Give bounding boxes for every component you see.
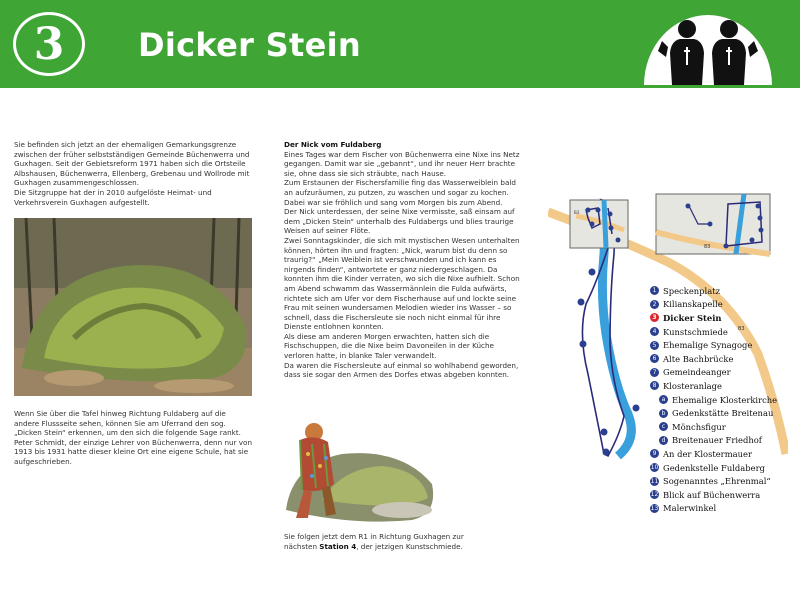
legend-item	[650, 434, 800, 448]
legend-label: Ehemalige Synagoge	[663, 340, 753, 351]
road-label: B3	[574, 210, 580, 215]
intro-paragraph-2: Die Sitzgruppe hat der in 2010 aufgelöste Heimat- und Verkehrsverein Guxhagen aufgestellt.	[14, 187, 212, 207]
legend-label: Dicker Stein	[663, 312, 722, 323]
legend-item	[650, 352, 800, 366]
station-number-icon: b	[659, 409, 668, 418]
caption-text-end: , der jetzigen Kunstschmiede.	[356, 541, 463, 551]
legend-label: Blick auf Büchenwerra	[663, 489, 761, 500]
legend-label: Alte Bachbrücke	[663, 353, 734, 364]
legend-label: Kunstschmiede	[663, 326, 728, 337]
next-station-caption	[284, 532, 484, 551]
page-title: Dicker Stein	[138, 26, 361, 64]
station-legend	[650, 284, 800, 515]
legend-label: Speckenplatz	[663, 285, 720, 296]
station-number-icon: 5	[650, 341, 659, 350]
legend-story-text	[284, 140, 524, 380]
caption-text: Sie folgen jetzt dem R1 in Richtung Guxhagen zur nächsten	[284, 532, 464, 551]
station-number-icon: 12	[650, 491, 659, 499]
story-paragraph: Der Nick unterdessen, der seine Nixe vermisste, saß einsam auf dem „Dicken Stein“ unterhalb des Fuldabergs und blies traurige Weisen auf seiner Flöte.	[284, 207, 515, 236]
station-number: 3	[33, 18, 65, 70]
legend-item	[650, 298, 800, 312]
nick-illustration-photo	[282, 414, 440, 526]
station-number-icon: 8	[650, 381, 659, 390]
sage-intro-text	[14, 409, 252, 467]
legend-item	[650, 447, 800, 461]
legend-item	[650, 325, 800, 339]
intro-text	[14, 140, 252, 207]
station-number-icon: 13	[650, 504, 659, 512]
station-number-icon: 10	[650, 464, 659, 472]
monks-logo-icon	[642, 7, 774, 85]
legend-item	[650, 461, 800, 475]
legend-item	[650, 502, 800, 516]
story-paragraph: Als diese am anderen Morgen erwachten, hatten sich die Fischschuppen, die die Nixe beim Davoneilen in der Küche verloren hatte, in blanke Taler verwandelt.	[284, 331, 494, 361]
legend-item	[650, 284, 800, 298]
station-number-icon: 11	[650, 477, 659, 485]
intro-paragraph: Sie befinden sich jetzt an der ehemaligen Gemarkungsgrenze zwischen der früher selbstständigen Gemeinde Büchenwerra und Guxhagen. Seit der Gebietsreform 1971 haben sich die Ortsteile Albshausen, Büchenwerra, Ellenberg, Grebenau und Wollrode mit Guxhagen zusammengeschlossen.	[14, 140, 250, 188]
station-number-icon: d	[659, 436, 668, 445]
station-number-icon: 9	[650, 449, 659, 458]
station-number-icon: c	[659, 422, 668, 431]
legend-item	[650, 393, 800, 407]
station-number-icon: 4	[650, 327, 659, 336]
station-number-icon: 7	[650, 368, 659, 377]
story-paragraph: Eines Tages war dem Fischer von Büchenwerra eine Nixe ins Netz gegangen. Damit war sie „gebannt“, und ihr neuer Herr brachte sie, ohne dass sie sich sträubte, nach Hause.	[284, 149, 520, 178]
header-bar	[0, 0, 800, 88]
story-heading: Der Nick vom Fuldaberg	[284, 140, 382, 149]
station-number-badge	[13, 12, 85, 76]
station-number-icon: 6	[650, 354, 659, 363]
story-paragraph: Zwei Sonntagskinder, die sich mit mystischen Wesen unterhalten können, hörten ihn und fragten: „Nick, warum bist du denn so traurig?“ „Mein Weiblein ist verschwunden und ich kann es nirgends finden“, antwortete er ganz niedergeschlagen. Da konnten ihm die Kinder verraten, wo sich die Nixe aufhielt. Schon am Abend schwamm das Wassermännlein die Fulda aufwärts, richtete sich am Ufer vor dem Fischerhause auf und lockte seine Frau mit seinen wundersamen Melodien wieder ins Wasser – so schnell, dass die Fischersleute sie noch nicht einmal für ihre Dienste entlohnen konnten.	[284, 235, 520, 332]
story-paragraph: Zum Erstaunen der Fischersfamilie fing das Wasserweiblein bald an aufzuräumen, zu putzen, zu waschen und sogar zu kochen. Dabei war sie fröhlich und sang vom Morgen bis zum Abend.	[284, 178, 516, 207]
station-number-icon: a	[659, 395, 668, 404]
legend-item	[650, 474, 800, 488]
legend-label: Gedenkstelle Fuldaberg	[663, 462, 765, 473]
legend-item	[650, 488, 800, 502]
dicker-stein-photo	[14, 218, 252, 396]
legend-label: Ehemalige Klosterkirche	[672, 394, 778, 405]
legend-label: Gedenkstätte Breitenau	[672, 408, 774, 419]
legend-label: Mönchsfigur	[672, 421, 726, 432]
legend-label: Klosteranlage	[663, 380, 722, 391]
legend-label: Kilianskapelle	[663, 299, 723, 310]
station-number-icon: 1	[650, 286, 659, 295]
station-number-icon: 2	[650, 300, 659, 309]
legend-item	[650, 366, 800, 380]
legend-label: Breitenauer Friedhof	[672, 435, 762, 446]
sage-intro-paragraph: Wenn Sie über die Tafel hinweg Richtung Fuldaberg auf die andere Flussseite sehen, können Sie am Uferrand den sog. „Dicken Stein“ erkennen, um den sich die folgende Sage rankt. Peter Schmidt, der einzige Lehrer von Büchenwerra, denn nur von 1913 bis 1931 hatte dieser kleine Ort eine eigene Schule, hat sie aufgeschrieben.	[14, 409, 253, 466]
legend-item	[650, 406, 800, 420]
legend-label: Sogenanntes „Ehrenmal“	[663, 476, 771, 487]
story-paragraph: Da waren die Fischersleute auf einmal so wohlhabend geworden, dass sie sogar den Armen des Dorfes etwas abgeben konnten.	[284, 360, 519, 380]
road-label: 83	[704, 244, 711, 250]
legend-label: An der Klostermauer	[663, 448, 752, 459]
road-label: B3	[738, 326, 745, 332]
legend-label: Gemeindeanger	[663, 367, 731, 378]
legend-item	[650, 311, 800, 325]
legend-item	[650, 420, 800, 434]
legend-item	[650, 338, 800, 352]
caption-station: Station 4	[319, 541, 357, 551]
legend-item	[650, 379, 800, 393]
legend-label: Malerwinkel	[663, 503, 717, 514]
station-number-icon: 3	[650, 313, 659, 322]
